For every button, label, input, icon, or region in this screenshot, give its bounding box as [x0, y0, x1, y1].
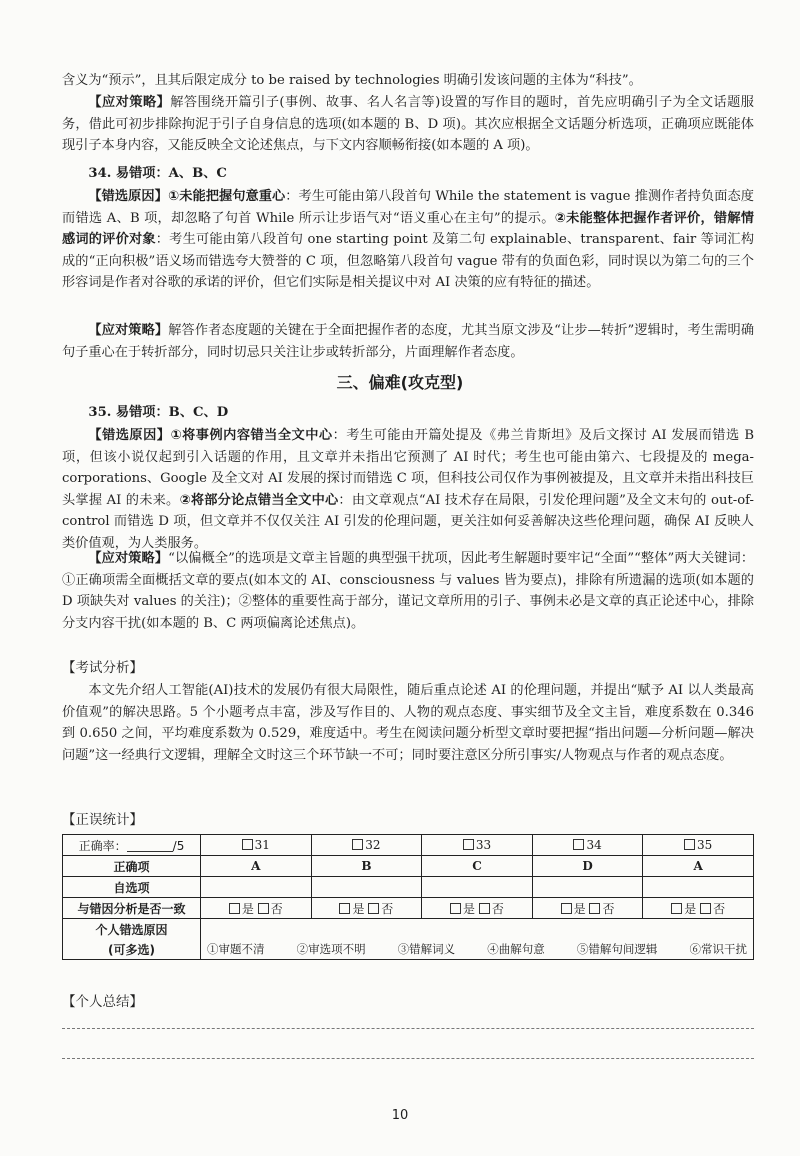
table-row	[63, 939, 754, 960]
rate-blank[interactable]	[127, 839, 173, 852]
checkbox-no[interactable]	[700, 903, 711, 914]
reason-option[interactable]: ①审题不清	[207, 942, 265, 956]
reason-lead-1: ①未能把握句意重心	[167, 189, 286, 204]
self-label: 自选项	[63, 877, 201, 898]
self-choice-cell[interactable]	[643, 877, 754, 898]
question-cell[interactable]: 31	[201, 835, 312, 856]
answer-cell: A	[643, 856, 754, 877]
q34-heading: 34. 易错项：A、B、C	[88, 166, 227, 181]
self-choice-cell[interactable]	[311, 877, 422, 898]
answer-label: 正确项	[63, 856, 201, 877]
table-row	[63, 835, 754, 856]
q35-heading: 35. 易错项：B、C、D	[88, 405, 229, 420]
checkbox-yes[interactable]	[671, 903, 682, 914]
reason-options	[201, 939, 754, 960]
answer-cell: B	[311, 856, 422, 877]
reason-lead-1: ①将事例内容错当全文中心	[170, 428, 333, 443]
checkbox-no[interactable]	[258, 903, 269, 914]
strategy-label: 【应对策略】	[88, 551, 169, 566]
q34-strategy-paragraph	[62, 320, 754, 363]
self-choice-cell[interactable]	[201, 877, 312, 898]
stats-title: 【正误统计】	[62, 812, 143, 828]
strategy-label: 【应对策略】	[88, 95, 171, 110]
reason-option[interactable]: ⑤错解句间逻辑	[576, 942, 658, 956]
q34-reason-paragraph	[62, 186, 754, 294]
stats-table	[62, 834, 754, 960]
summary-line[interactable]	[62, 1058, 754, 1059]
rate-cell: 正确率： /5	[63, 835, 201, 856]
reason-option[interactable]: ②审选项不明	[296, 942, 366, 956]
checkbox-yes[interactable]	[229, 903, 240, 914]
table-row	[63, 877, 754, 898]
reason-text-1: ：考生可能由第八段首句 While the statement is vague 推测作者持负面态度而错选 A、B 项，却忽略了句首 While 所示让步语气对“语义重心在主句”的提示。	[62, 189, 754, 226]
match-cell[interactable]: 是 否	[311, 898, 422, 919]
paragraph-strategy-33	[62, 92, 754, 157]
match-cell[interactable]: 是 否	[643, 898, 754, 919]
strategy-text: 解答围绕开篇引子(事例、故事、名人名言等)设置的写作目的题时，首先应明确引子为全文话题服务，借此可初步排除拘泥于引子自身信息的选项(如本题的 B、D 项)。其次应根据全文话题分析选项，正确项应既能体现引子本身内容，又能反映全文论述焦点，与下文内容顺畅衔接(如本题的 A 项)。	[62, 95, 754, 153]
analysis-text: 本文先介绍人工智能(AI)技术的发展仍有很大局限性，随后重点论述 AI 的伦理问题，并提出“赋予 AI 以人类最高价值观”的解决思路。5 个小题考点丰富，涉及写作目的、人物的观点态度、事实细节及全文主旨，难度系数在 0.346 到 0.650 之间，平均难度系数为 0.529，难度适中。考生在阅读问题分析型文章时要把握“指出问题—分析问题—解决问题”这一经典行文逻辑，理解全文时这三个环节缺一不可；同时要注意区分所引事实/人物观点与作者的观点态度。	[62, 683, 754, 763]
answer-cell: D	[532, 856, 643, 877]
match-cell[interactable]: 是 否	[201, 898, 312, 919]
question-cell[interactable]: 35	[643, 835, 754, 856]
q35-strategy-paragraph	[62, 548, 754, 634]
reason-lead-2: ②将部分论点错当全文中心	[179, 492, 339, 508]
checkbox[interactable]	[352, 839, 363, 850]
checkbox-no[interactable]	[368, 903, 379, 914]
reason-option[interactable]: ⑥常识干扰	[689, 942, 747, 956]
question-cell[interactable]: 34	[532, 835, 643, 856]
match-label: 与错因分析是否一致	[63, 898, 201, 919]
reason-label-1: 个人错选原因	[63, 919, 201, 940]
match-cell[interactable]: 是 否	[532, 898, 643, 919]
reason-text-2: ：考生可能由第八段首句 one starting point 及第二句 explainable、transparent、fair 等词汇构成的“正向积极”语义场而错选夸大赞誉的 C 项，但忽略第八段首句 vague 带有的负面色彩，同时误以为第二句的三个形容词是作者对谷歌的承诺的评价，但它们实际是相关提议中对 AI 决策的应有特征的描述。	[62, 232, 755, 290]
table-row	[63, 856, 754, 877]
self-choice-cell[interactable]	[532, 877, 643, 898]
reason-lead-2: ②未能整体把握作者评价，错解情感词的评价对象	[62, 210, 754, 247]
answer-cell: A	[201, 856, 312, 877]
reason-label-2: (可多选)	[63, 939, 201, 960]
checkbox[interactable]	[242, 839, 253, 850]
reason-text-1: ：考生可能由开篇处提及《弗兰肯斯坦》及后文探讨 AI 发展而错选 B 项，但该小说仅起到引入话题的作用，且文章并未指出它预测了 AI 时代；考生也可能由第六、七段提及的 mega-corporations、Google 及全文对 AI 发展的探讨而错选 C 项，但科技公司仅作为事例被提及，且文章并未指出科技巨头掌握 AI 的未来。	[62, 428, 755, 508]
checkbox-no[interactable]	[589, 903, 600, 914]
checkbox[interactable]	[684, 839, 695, 850]
checkbox-yes[interactable]	[450, 903, 461, 914]
checkbox-no[interactable]	[479, 903, 490, 914]
reason-option[interactable]: ④曲解句意	[487, 942, 545, 956]
question-cell[interactable]: 32	[311, 835, 422, 856]
reason-option[interactable]: ③错解词义	[397, 942, 456, 956]
reason-blank-cell	[201, 919, 754, 940]
strategy-text: 解答作者态度题的关键在于全面把握作者的态度，尤其当原文涉及“让步—转折”逻辑时，考生需明确句子重心在于转折部分，同时切忌只关注让步或转折部分，片面理解作者态度。	[62, 323, 755, 360]
strategy-text: “以偏概全”的选项是文章主旨题的典型强干扰项，因此考生解题时要牢记“全面”“整体”两大关键词：①正确项需全面概括文章的要点(如本文的 AI、consciousness 与 values 皆为要点)，排除有所遗漏的选项(如本题的 D 项缺失对 values 的关注)；②整体的重要性高于部分，谨记文章所用的引子、事例未必是文章的真正论述中心，排除分支内容干扰(如本题的 B、C 两项偏离论述焦点)。	[62, 551, 755, 631]
reason-label: 【错选原因】	[88, 189, 168, 204]
table-row	[63, 919, 754, 940]
question-cell[interactable]: 33	[422, 835, 533, 856]
q35-reason-paragraph	[62, 425, 754, 554]
reason-label: 【错选原因】	[88, 428, 171, 443]
reason-text-2: ：由文章观点“AI 技术存在局限，引发伦理问题”及全文末句的 out-of-control 而错选 D 项，但文章并不仅仅关注 AI 引发的伦理问题，更关注如何妥善解决这些伦理问题，确保 AI 反映人类价值观，为人类服务。	[62, 492, 754, 551]
page-number: 10	[391, 1108, 409, 1123]
checkbox-yes[interactable]	[561, 903, 572, 914]
checkbox-yes[interactable]	[339, 903, 350, 914]
summary-line[interactable]	[62, 1028, 754, 1029]
paragraph-continued: 含义为“预示”，且其后限定成分 to be raised by technologies 明确引发该问题的主体为“科技”。	[62, 73, 642, 88]
table-row	[63, 898, 754, 919]
self-choice-cell[interactable]	[422, 877, 533, 898]
checkbox[interactable]	[463, 839, 474, 850]
summary-title: 【个人总结】	[62, 994, 143, 1010]
analysis-title: 【考试分析】	[62, 660, 143, 676]
strategy-label: 【应对策略】	[88, 323, 169, 338]
match-cell[interactable]: 是 否	[422, 898, 533, 919]
answer-cell: C	[422, 856, 533, 877]
checkbox[interactable]	[573, 839, 584, 850]
section-title: 三、偏难(攻克型)	[336, 373, 464, 392]
